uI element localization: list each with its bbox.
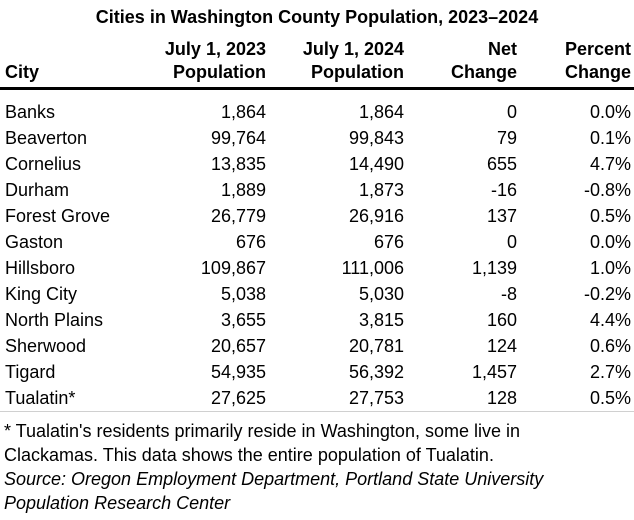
table-row <box>0 307 634 333</box>
pop-2024-cell: 99,843 <box>348 128 404 148</box>
percent-change-cell: 1.0% <box>589 258 631 278</box>
net-change-cell: 0 <box>506 232 517 252</box>
pop-2023-cell: 20,657 <box>210 336 266 356</box>
pop-2023-cell: 1,889 <box>220 180 266 200</box>
table-row <box>0 125 634 151</box>
table-body <box>0 89 634 412</box>
pop-2024-cell: 20,781 <box>348 336 404 356</box>
percent-change-cell: 0.0% <box>589 232 631 252</box>
table-row <box>0 229 634 255</box>
city-cell: Sherwood <box>5 336 87 356</box>
header-pop2024-line2: Population <box>311 62 404 82</box>
pop-2023-cell: 13,835 <box>210 154 266 174</box>
column-header-city <box>0 38 150 89</box>
city-cell: Banks <box>5 102 56 122</box>
column-header-pop2023 <box>150 38 266 89</box>
pop-2024-cell: 26,916 <box>348 206 404 226</box>
page-title: Cities in Washington County Population, 2023–2024 <box>95 7 539 27</box>
pop-2024-cell: 1,864 <box>358 102 404 122</box>
table-row <box>0 359 634 385</box>
pop-2024-cell: 5,030 <box>358 284 404 304</box>
percent-change-cell: 2.7% <box>589 362 631 382</box>
net-change-cell: 124 <box>486 336 517 356</box>
pop-2023-cell: 676 <box>235 232 266 252</box>
header-pct-line1: Percent <box>564 39 631 59</box>
header-pop2023-line1: July 1, 2023 <box>164 39 266 59</box>
city-cell: North Plains <box>5 310 104 330</box>
column-header-net-change <box>404 38 517 89</box>
net-change-cell: 655 <box>486 154 517 174</box>
footnote-line-1: * Tualatin's residents primarily reside in Washington, some live in <box>4 421 520 441</box>
pop-2023-cell: 109,867 <box>200 258 266 278</box>
table-bottom-rule <box>0 411 634 412</box>
source-line-1: Source: Oregon Employment Department, Portland State University <box>4 469 544 489</box>
city-cell: Cornelius <box>5 154 82 174</box>
table-header <box>0 38 634 89</box>
city-cell: Durham <box>5 180 70 200</box>
net-change-cell: 128 <box>486 388 517 408</box>
pop-2023-cell: 26,779 <box>210 206 266 226</box>
percent-change-cell: 0.5% <box>589 388 631 408</box>
pop-2023-cell: 54,935 <box>210 362 266 382</box>
city-cell: King City <box>5 284 78 304</box>
percent-change-cell: 4.4% <box>589 310 631 330</box>
column-header-pop2024 <box>266 38 404 89</box>
city-cell: Forest Grove <box>5 206 111 226</box>
header-net-line1: Net <box>487 39 517 59</box>
pop-2023-cell: 27,625 <box>210 388 266 408</box>
city-cell: Hillsboro <box>5 258 76 278</box>
table-row <box>0 333 634 359</box>
percent-change-cell: 0.5% <box>589 206 631 226</box>
table-row <box>0 281 634 307</box>
percent-change-cell: 0.0% <box>589 102 631 122</box>
net-change-cell: -8 <box>500 284 517 304</box>
table-row <box>0 177 634 203</box>
pop-2024-cell: 1,873 <box>358 180 404 200</box>
pop-2024-cell: 14,490 <box>348 154 404 174</box>
pop-2024-cell: 3,815 <box>358 310 404 330</box>
pop-2024-cell: 56,392 <box>348 362 404 382</box>
population-table <box>0 38 634 411</box>
net-change-cell: 160 <box>486 310 517 330</box>
city-cell: Tigard <box>5 362 56 382</box>
header-net-line2: Change <box>450 62 517 82</box>
table-row <box>0 151 634 177</box>
city-cell: Tualatin* <box>5 388 76 408</box>
pop-2023-cell: 5,038 <box>220 284 266 304</box>
percent-change-cell: 0.1% <box>589 128 631 148</box>
net-change-cell: 0 <box>506 102 517 122</box>
header-city-label: City <box>5 62 40 82</box>
table-row <box>0 255 634 281</box>
net-change-cell: 79 <box>496 128 517 148</box>
source-line-2: Population Research Center <box>4 493 231 513</box>
table-row <box>0 203 634 229</box>
pop-2024-cell: 111,006 <box>341 258 404 278</box>
pop-2023-cell: 3,655 <box>220 310 266 330</box>
net-change-cell: 1,139 <box>471 258 517 278</box>
header-pop2024-line1: July 1, 2024 <box>302 39 404 59</box>
header-pop2023-line2: Population <box>173 62 266 82</box>
pop-2023-cell: 99,764 <box>210 128 266 148</box>
pop-2023-cell: 1,864 <box>220 102 266 122</box>
percent-change-cell: 0.6% <box>589 336 631 356</box>
table-row <box>0 385 634 411</box>
percent-change-cell: -0.2% <box>583 284 631 304</box>
city-cell: Gaston <box>5 232 64 252</box>
pop-2024-cell: 27,753 <box>348 388 404 408</box>
pop-2024-cell: 676 <box>373 232 404 252</box>
table-row <box>0 89 634 126</box>
net-change-cell: -16 <box>490 180 517 200</box>
city-cell: Beaverton <box>5 128 88 148</box>
percent-change-cell: 4.7% <box>589 154 631 174</box>
percent-change-cell: -0.8% <box>583 180 631 200</box>
net-change-cell: 1,457 <box>471 362 517 382</box>
column-header-percent-change <box>517 38 634 89</box>
header-row <box>0 38 634 89</box>
header-pct-line2: Change <box>564 62 631 82</box>
net-change-cell: 137 <box>486 206 517 226</box>
notes-block <box>0 419 634 515</box>
footnote-line-2: Clackamas. This data shows the entire population of Tualatin. <box>4 445 494 465</box>
